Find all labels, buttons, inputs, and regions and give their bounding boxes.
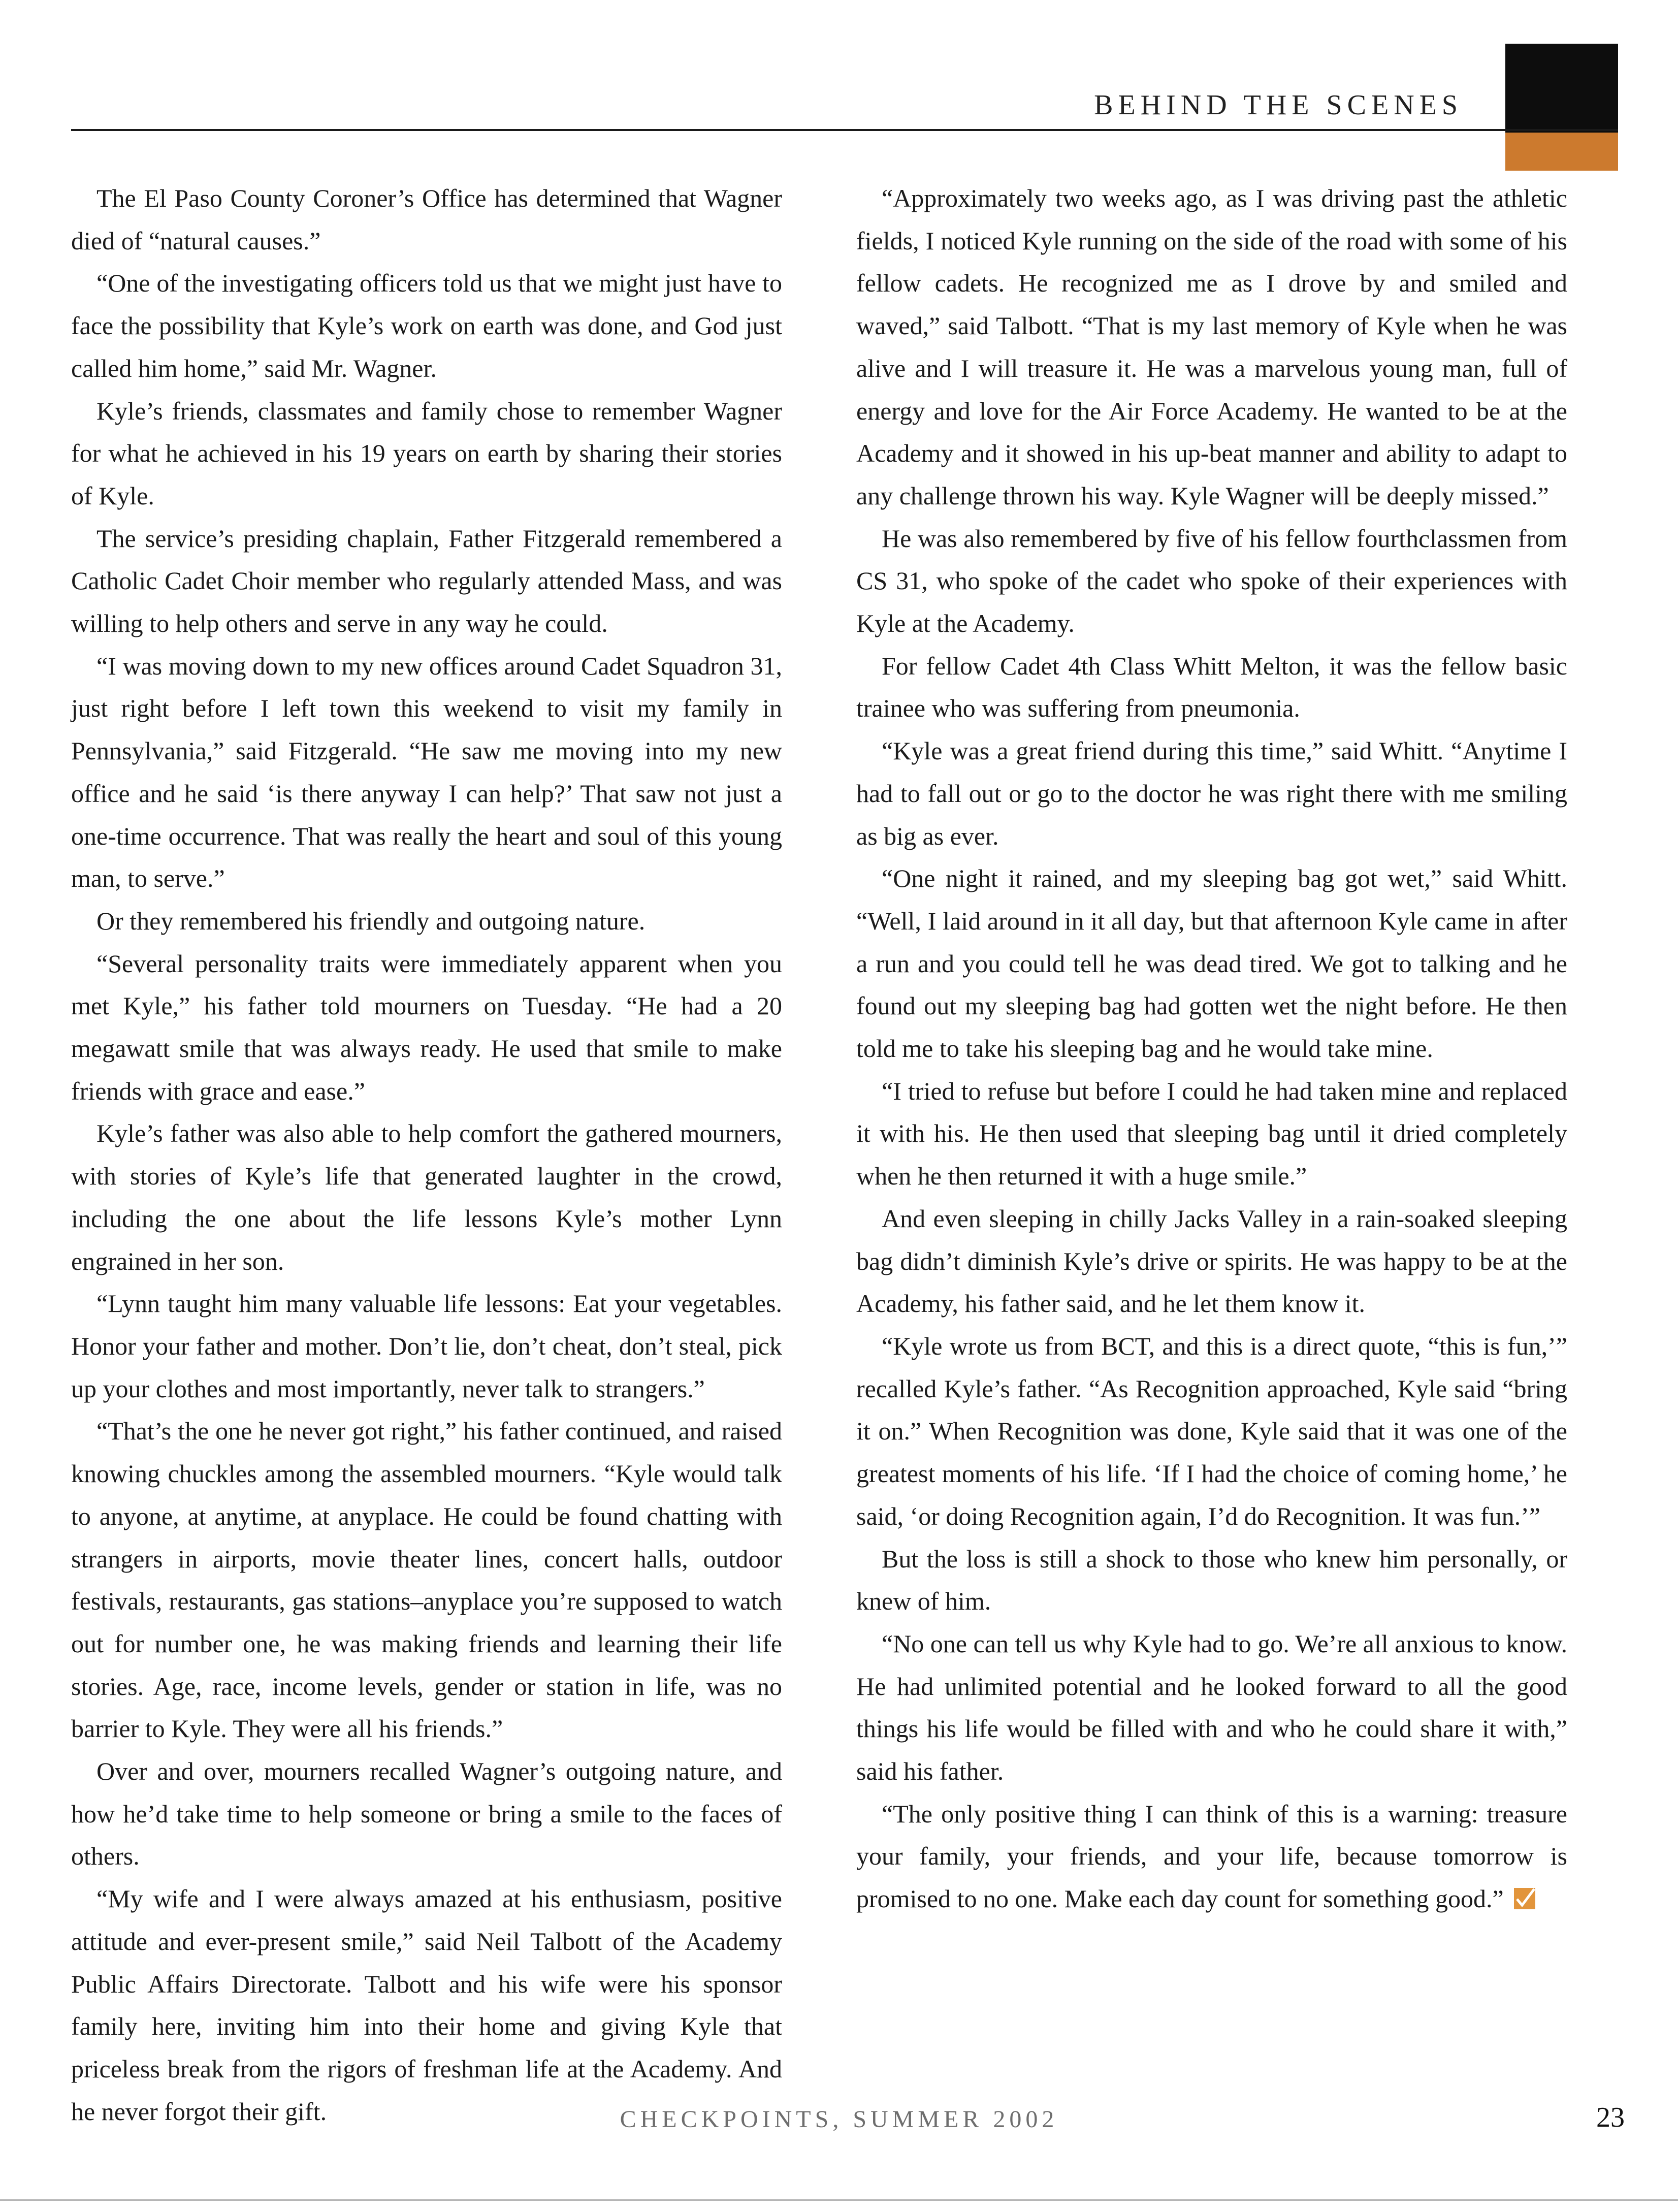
paragraph: “My wife and I were always amazed at his enthusiasm, positive attitude and ever-present smile,” said Neil Talbott of the Academy Public Affairs Directorate. Talbott and his wife were his sponsor family here, inviting him into their home and giving Kyle that priceless break from the rigors of freshman life at the Academy. And he never forgot their gift.	[71, 1884, 782, 2126]
paragraph: “I tried to refuse but before I could he had taken mine and replaced it with his. He then used that sleeping bag until it dried completely when he then returned it with a huge smile.”	[856, 1076, 1567, 1191]
paragraph: Kyle’s father was also able to help comfort the gathered mourners, with stories of Kyle’s life that generated laughter in the crowd, including the one about the life lessons Kyle’s mother Lynn engrained in her son.	[71, 1119, 782, 1275]
paragraph: The service’s presiding chaplain, Father Fitzgerald remembered a Catholic Cadet Choir member who regularly attended Mass, and was willing to help others and serve in any way he could.	[71, 524, 782, 638]
page-number: 23	[1596, 2102, 1625, 2133]
paragraph: Over and over, mourners recalled Wagner’s outgoing nature, and how he’d take time to help someone or bring a smile to the faces of others.	[71, 1757, 782, 1871]
paragraph: “No one can tell us why Kyle had to go. We’re all anxious to know. He had unlimited potential and he looked forward to all the good things his life would be filled with and who he could share it with,” said his father.	[856, 1629, 1567, 1786]
header-rule	[71, 129, 1618, 131]
left-column	[71, 177, 782, 2133]
final-paragraph	[856, 1793, 1567, 1920]
paragraph: “Kyle wrote us from BCT, and this is a direct quote, “this is fun,’” recalled Kyle’s father. “As Recognition approached, Kyle said “bring it on.” When Recognition was done, Kyle said that it was one of the greatest moments of his life. ‘If I had the choice of coming home,’ he said, ‘or doing Recognition again, I’d do Recognition. It was fun.’”	[856, 1331, 1567, 1530]
paragraph: For fellow Cadet 4th Class Whitt Melton, it was the fellow basic trainee who was suffering from pneumonia.	[856, 651, 1567, 723]
corner-color-block	[1505, 44, 1618, 171]
paragraph: But the loss is still a shock to those who knew him personally, or knew of him.	[856, 1544, 1567, 1616]
right-column	[856, 177, 1567, 1920]
paragraph: The El Paso County Coroner’s Office has determined that Wagner died of “natural causes.”	[71, 184, 782, 255]
paragraph: Kyle’s friends, classmates and family chose to remember Wagner for what he achieved in his 19 years on earth by sharing their stories of Kyle.	[71, 396, 782, 510]
paragraph: “Lynn taught him many valuable life lessons: Eat your vegetables. Honor your father and mother. Don’t lie, don’t cheat, don’t steal, pick up your clothes and most importantly, never talk to strangers.”	[71, 1289, 782, 1403]
paragraph: “One of the investigating officers told us that we might just have to face the possibility that Kyle’s work on earth was done, and God just called him home,” said Mr. Wagner.	[71, 269, 782, 382]
paragraph: And even sleeping in chilly Jacks Valley in a rain-soaked sleeping bag didn’t diminish Kyle’s drive or spirits. He was happy to be at the Academy, his father said, and he let them know it.	[856, 1204, 1567, 1318]
paragraph: “Several personality traits were immediately apparent when you met Kyle,” his father told mourners on Tuesday. “He had a 20 megawatt smile that was always ready. He used that smile to make friends with grace and ease.”	[71, 949, 782, 1105]
bottom-rule	[0, 2199, 1678, 2201]
corner-orange-block	[1505, 133, 1618, 171]
paragraph: “Kyle was a great friend during this time,” said Whitt. “Anytime I had to fall out or go to the doctor he was right there with me smiling as big as ever.	[856, 736, 1567, 850]
final-paragraph-text: “The only positive thing I can think of this is a warning: treasure your family, your friends, and your life, because tomorrow is promised to no one. Make each day count for something good.”	[856, 1799, 1567, 1913]
checkmark-box-icon	[1514, 1888, 1535, 1909]
paragraph: Or they remembered his friendly and outgoing nature.	[96, 906, 646, 935]
section-label: BEHIND THE SCENES	[1094, 89, 1463, 121]
paragraph: “Approximately two weeks ago, as I was driving past the athletic fields, I noticed Kyle running on the side of the road with some of his fellow cadets. He recognized me as I drove by and smiled and waved,” said Talbott. “That is my last memory of Kyle when he was alive and I will treasure it. He was a marvelous young man, full of energy and love for the Air Force Academy. He wanted to be at the Academy and it showed in his up-beat manner and ability to adapt to any challenge thrown his way. Kyle Wagner will be deeply missed.”	[856, 184, 1567, 510]
footer-publication: CHECKPOINTS, SUMMER 2002	[620, 2106, 1058, 2133]
paragraph: “That’s the one he never got right,” his father continued, and raised knowing chuckles among the assembled mourners. “Kyle would talk to anyone, at anytime, at anyplace. He could be found chatting with strangers in airports, movie theater lines, concert halls, outdoor festivals, restaurants, gas stations–anyplace you’re supposed to watch out for number one, he was making friends and learning their life stories. Age, race, income levels, gender or station in life, was no barrier to Kyle. They were all his friends.”	[71, 1417, 782, 1743]
paragraph: “One night it rained, and my sleeping bag got wet,” said Whitt. “Well, I laid around in it all day, but that afternoon Kyle came in after a run and you could tell he was dead tired. We got to talking and he found out my sleeping bag had gotten wet the night before. He then told me to take his sleeping bag and he would take mine.	[856, 864, 1567, 1063]
corner-black-block	[1505, 44, 1618, 133]
paragraph: He was also remembered by five of his fellow fourthclassmen from CS 31, who spoke of the cadet who spoke of their experiences with Kyle at the Academy.	[856, 524, 1567, 638]
paragraph: “I was moving down to my new offices around Cadet Squadron 31, just right before I left town this weekend to visit my family in Pennsylvania,” said Fitzgerald. “He saw me moving into my new office and he said ‘is there anyway I can help?’ That saw not just a one-time occurrence. That was really the heart and soul of this young man, to serve.”	[71, 651, 782, 893]
